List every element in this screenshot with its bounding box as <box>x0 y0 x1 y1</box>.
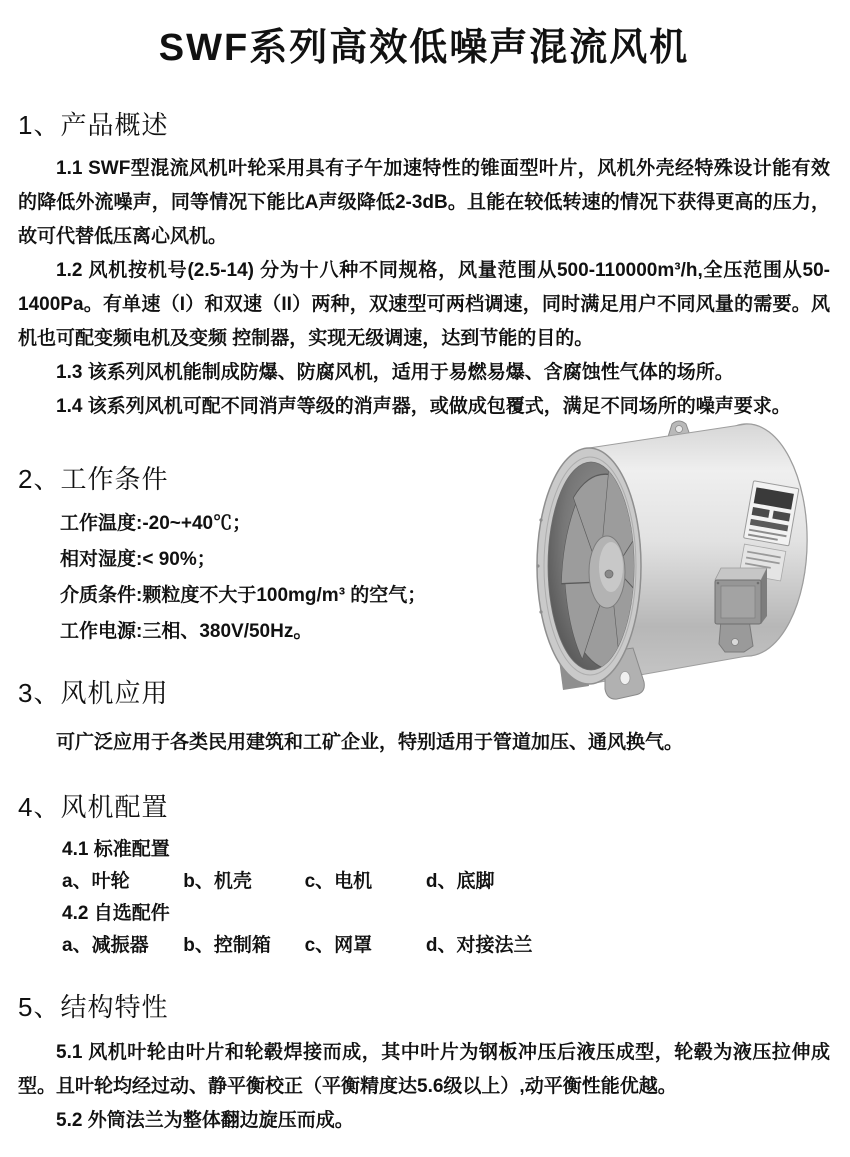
configuration-block <box>18 834 830 962</box>
section-heading-configuration: 4、风机配置 <box>18 792 169 822</box>
structure-paragraph-5-2: 5.2 外筒法兰为整体翻边旋压而成。 <box>56 1110 354 1131</box>
optional-item-damper: a、减振器 <box>62 935 149 956</box>
standard-item-base: d、底脚 <box>425 871 495 892</box>
structure-paragraphs <box>18 1036 830 1138</box>
page-title: SWF系列高效低噪声混流风机 <box>158 27 690 69</box>
section-heading-structure: 5、结构特性 <box>18 992 169 1022</box>
optional-item-mesh-cover: c、网罩 <box>304 935 373 956</box>
fan-junction-box <box>715 568 767 624</box>
condition-humidity: 相对湿度:< 90%； <box>60 549 216 570</box>
section-heading-overview: 1、产品概述 <box>18 110 169 140</box>
overview-paragraph-1-1: 1.1 SWF型混流风机叶轮采用具有子午加速特性的锥面型叶片，风机外壳经特殊设计能有效的降低外流噪声，同等情况下能比A声级降低2-3dB。且能在较低转速的情况下获得更高的压力，故可代替低压离心风机。 <box>18 158 830 247</box>
fan-rear-foot <box>719 620 753 652</box>
condition-temperature: 工作温度:-20~+40℃； <box>60 513 252 534</box>
condition-medium: 介质条件:颗粒度不大于100mg/m³ 的空气； <box>60 585 427 606</box>
structure-paragraph-5-1: 5.1 风机叶轮由叶片和轮毂焊接而成，其中叶片为钢板冲压后液压成型，轮毂为液压拉伸成型。且叶轮均经过动、静平衡校正（平衡精度达5.6级以上）,动平衡性能优越。 <box>18 1042 830 1097</box>
fan-product-photo <box>497 420 845 705</box>
condition-power: 工作电源:三相、380V/50Hz。 <box>60 621 313 642</box>
standard-item-impeller: a、叶轮 <box>62 871 130 892</box>
optional-config-label: 4.2 自选配件 <box>62 903 170 924</box>
standard-item-motor: c、电机 <box>304 871 373 892</box>
optional-item-flange: d、对接法兰 <box>425 935 533 956</box>
fan-illustration <box>497 420 845 705</box>
section-heading-working-conditions: 2、工作条件 <box>18 464 169 494</box>
overview-paragraph-1-2: 1.2 风机按机号(2.5-14) 分为十八种不同规格，风量范围从500-110000m³/h,全压范围从50-1400Pa。有单速（I）和双速（II）两种，双速型可两档调速，同时满足用户不同风量的需要。风机也可配变频电机及变频 控制器，实现无级调速，达到节能的目的。 <box>18 260 830 349</box>
overview-paragraphs <box>18 152 830 424</box>
fan-impeller-hub <box>589 536 625 608</box>
standard-config-items <box>62 866 830 898</box>
overview-paragraph-1-3: 1.3 该系列风机能制成防爆、防腐风机，适用于易燃易爆、含腐蚀性气体的场所。 <box>56 362 734 383</box>
application-body: 可广泛应用于各类民用建筑和工矿企业，特别适用于管道加压、通风换气。 <box>56 732 684 753</box>
optional-item-control-box: b、控制箱 <box>183 935 271 956</box>
optional-config-items <box>62 930 830 962</box>
section-heading-application: 3、风机应用 <box>18 678 169 708</box>
standard-config-label: 4.1 标准配置 <box>62 839 170 860</box>
overview-paragraph-1-4: 1.4 该系列风机可配不同消声等级的消声器，或做成包覆式，满足不同场所的噪声要求。 <box>56 396 791 417</box>
standard-item-casing: b、机壳 <box>183 871 252 892</box>
